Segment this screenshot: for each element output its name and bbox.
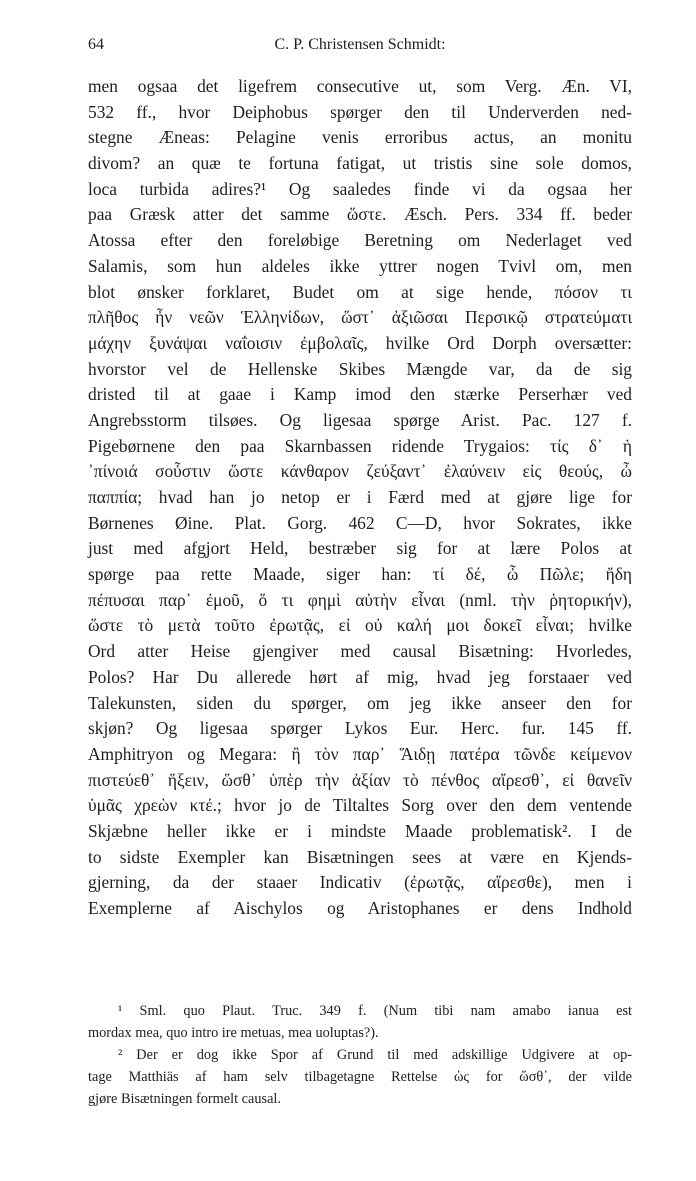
text-line: hvorstor vel de Hellenske Skibes Mængde var, da de sig <box>88 358 632 379</box>
running-head <box>88 36 632 60</box>
text-line: Ord atter Heise gjengiver med causal Bisætning: Hvorledes, <box>88 641 632 662</box>
text-line: paa Græsk atter det samme ὥστε. Æsch. Pers. 334 ff. beder <box>88 204 632 225</box>
text-line: dristed til at gaae i Kamp imod den stærke Perserhær ved <box>88 384 632 405</box>
text-line: ᾽πίνοιά σοὖστιν ὥστε κάνθαρον ζεύξαντ᾽ ἐλαύνειν εἰς θεούς, ὦ <box>88 461 632 482</box>
text-line: loca turbida adires?¹ Og saaledes finde vi da ogsaa her <box>88 178 632 199</box>
footnote-line: mordax mea, quo intro ire metuas, mea uoluptas?). <box>88 1025 379 1041</box>
footnote-line: ¹ Sml. quo Plaut. Truc. 349 f. (Num tibi nam amabo ianua est <box>118 1003 632 1019</box>
text-line: stegne Æneas: Pelagine venis erroribus actus, an monitu <box>88 127 632 148</box>
text-line: men ogsaa det ligefrem consecutive ut, som Verg. Æn. VI, <box>88 76 632 96</box>
text-line: Angrebsstorm tilsøes. Og ligesaa spørge Arist. Pac. 127 f. <box>88 409 632 430</box>
text-line: skjøn? Og ligesaa spørger Lykos Eur. Herc. fur. 145 ff. <box>88 718 632 739</box>
text-line: to sidste Exempler kan Bisætningen sees at være en Kjends- <box>88 846 632 867</box>
text-line: Pigebørnene den paa Skarnbassen ridende Trygaios: τίς δ᾽ ἡ <box>88 435 632 456</box>
text-line: πιστεύεθ᾽ ἥξειν, ὥσθ᾽ ὑπὲρ τὴν ἀξίαν τὸ πένθος αἴρεσθ᾽, εἰ θανεῖν <box>88 769 632 790</box>
text-line: divom? an quæ te fortuna fatigat, ut tristis sine sole domos, <box>88 153 632 174</box>
footnote-line: tage Matthiäs af ham selv tilbagetagne Rettelse ὡς for ὥσθ᾽, der vilde <box>88 1069 632 1085</box>
text-line: Polos? Har Du allerede hørt af mig, hvad jeg forstaaer ved <box>88 666 632 687</box>
footnote-2 <box>88 1044 632 1110</box>
text-line: παππία; hvad han jo netop er i Færd med at gjøre lige for <box>88 487 632 507</box>
text-line: Børnenes Øine. Plat. Gorg. 462 C—D, hvor Sokrates, ikke <box>88 512 632 533</box>
text-line: just med afgjort Held, bestræber sig for at lære Polos at <box>88 538 632 559</box>
text-line: Amphitryon og Megara: ἢ τὸν παρ᾽ Ἅιδῃ πατέρα τῶνδε κείμενον <box>88 743 632 764</box>
page-number: 64 <box>88 36 104 53</box>
footnote-1 <box>88 1000 632 1044</box>
text-line: Talekunsten, siden du spørger, om jeg ikke anseer den for <box>88 692 632 713</box>
text-line: πέπυσαι παρ᾽ ἐμοῦ, ὅ τι φημὶ αὐτὴν εἶναι (nml. τὴν ῥητορικήν), <box>88 589 632 610</box>
text-line: Exemplerne af Aischylos og Aristophanes er dens Indhold <box>88 898 632 918</box>
text-line: μάχην ξυνάψαι ναΐοισιν ἐμβολαῖς, hvilke Ord Dorph oversætter: <box>88 332 632 353</box>
main-text <box>88 74 632 922</box>
footnote-line: ² Der er dog ikke Spor af Grund til med adskillige Udgivere at op- <box>118 1047 632 1063</box>
footnotes <box>88 1000 632 1110</box>
text-line: Atossa efter den foreløbige Beretning om Nederlaget ved <box>88 230 632 251</box>
text-line: Salamis, som hun aldeles ikke yttrer nogen Tvivl om, men <box>88 255 632 276</box>
text-line: gjerning, da der staaer Indicativ (ἐρωτᾷς, αἴρεσθε), men i <box>88 872 632 893</box>
footnote-line: gjøre Bisætningen formelt causal. <box>88 1091 281 1107</box>
running-head-title: C. P. Christensen Schmidt: <box>274 36 446 53</box>
text-line: ὥστε τὸ μετὰ τοῦτο ἐρωτᾷς, εἰ οὐ καλή μοι δοκεῖ εἶναι; hvilke <box>88 615 632 636</box>
text-line: πλῆθος ἦν νεῶν Ἑλληνίδων, ὥστ᾽ ἀξιῶσαι Περσικῷ στρατεύματι <box>88 307 632 328</box>
text-line: blot ønsker forklaret, Budet om at sige hende, πόσον τι <box>88 281 632 302</box>
text-line: spørge paa rette Maade, siger han: τί δέ, ὦ Πῶλε; ἤδη <box>88 564 632 585</box>
text-line: 532 ff., hvor Deiphobus spørger den til Underverden ned- <box>88 101 632 122</box>
text-line: ὑμᾶς χρεὼν κτέ.; hvor jo de Tiltaltes Sorg over den dem ventende <box>88 795 632 816</box>
text-line: Skjæbne heller ikke er i mindste Maade problematisk². I de <box>88 820 632 841</box>
